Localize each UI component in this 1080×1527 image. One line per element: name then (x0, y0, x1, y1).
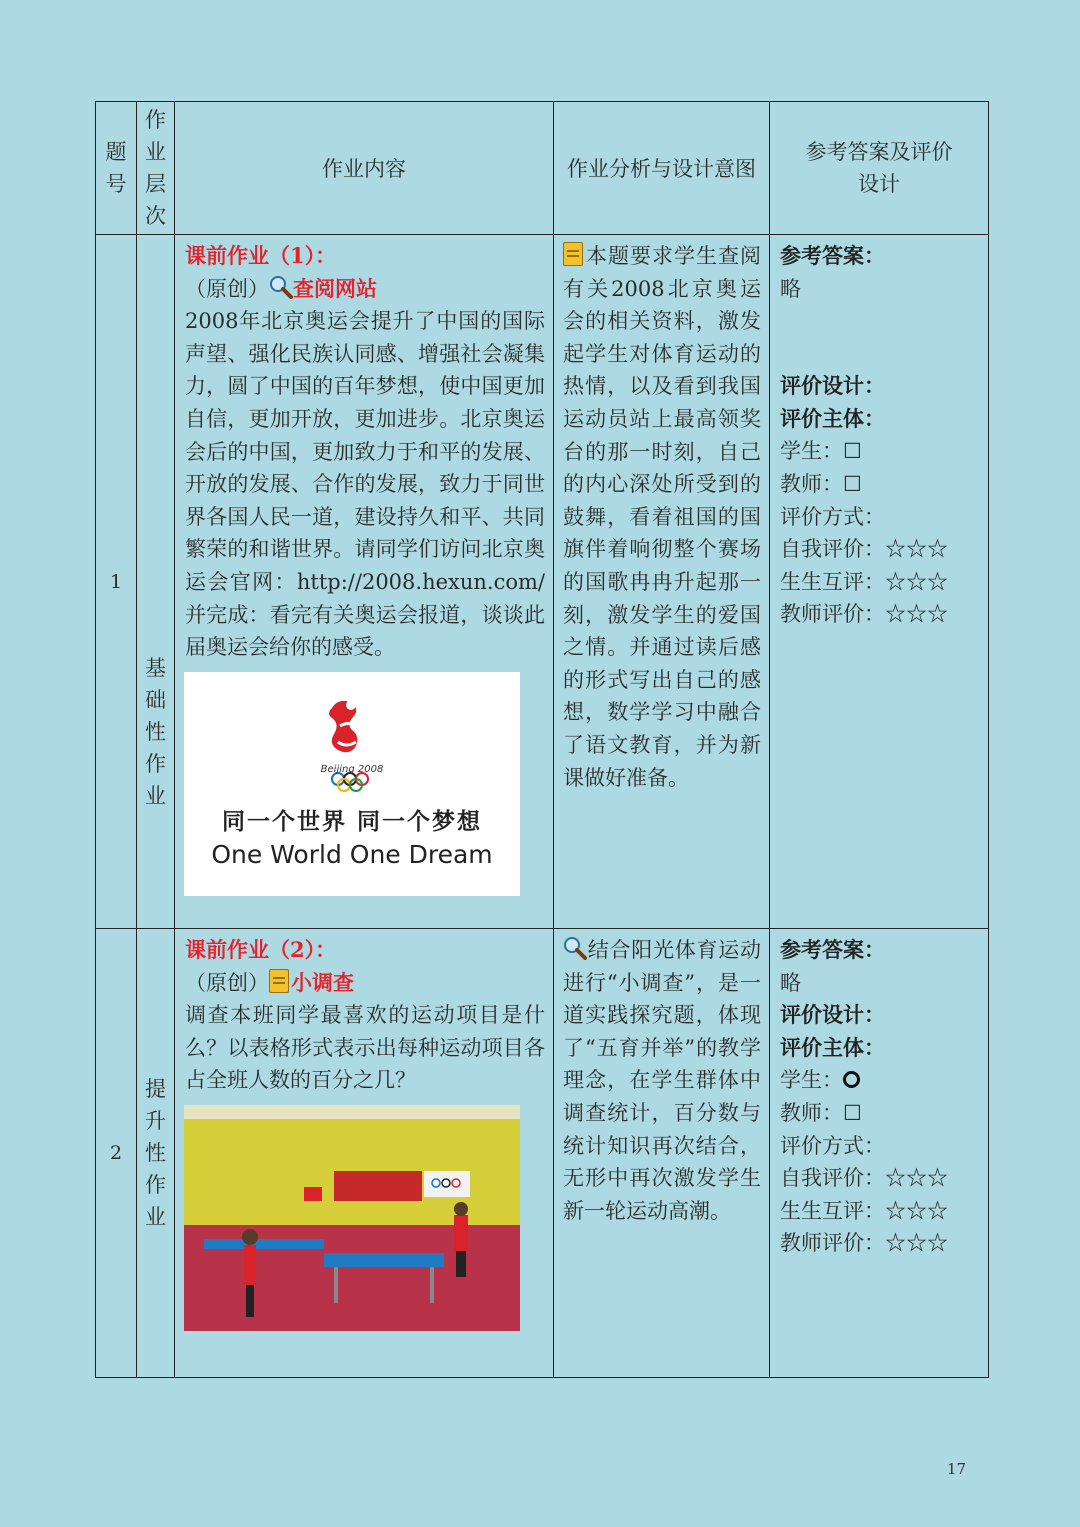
homework-table (95, 101, 989, 1378)
row-number: 2 (96, 929, 137, 1378)
origin-label: （原创） (185, 276, 269, 301)
eval-subject-label: 评价主体： (780, 405, 885, 431)
answer-value: 略 (780, 276, 801, 301)
row-number: 1 (96, 235, 137, 929)
answer-cell (770, 929, 989, 1378)
homework-title: 课前作业（1）： (185, 243, 337, 268)
homework-title: 课前作业（2）： (185, 937, 337, 962)
analysis-text: 本题要求学生查阅有关2008北京奥运会的相关资料，激发起学生对体育运动的热情，以及看到我国运动员站上最高领奖台的那一时刻，自己的内心深处所受到的鼓舞，看着祖国的国旗伴着响彻整个赛场的国歌冉冉升起那一刻，激发学生的爱国之情。并通过读后感的形式写出自己的感想，数学学习中融合了语文教育，并为新课做好准备。 (563, 244, 761, 790)
table-header-row (96, 102, 989, 235)
answer-label: 参考答案： (780, 243, 885, 268)
header-level: 作业层次 (137, 102, 175, 235)
eval-teacher-rating: 教师评价：☆☆☆ (780, 1231, 948, 1256)
answer-value: 略 (780, 970, 801, 995)
eval-design-label: 评价设计： (780, 373, 885, 399)
analysis-cell (554, 929, 770, 1378)
slogan-english: One World One Dream (211, 839, 493, 869)
eval-peer: 生生互评：☆☆☆ (780, 569, 948, 594)
answer-cell (770, 235, 989, 929)
magnifier-icon (563, 936, 587, 960)
eval-subject-label: 评价主体： (780, 1034, 885, 1060)
eval-student: 学生： (780, 1064, 980, 1097)
content-cell (175, 929, 554, 1378)
table-row (96, 929, 989, 1378)
notebook-icon (563, 242, 583, 266)
eval-student: 学生：☐ (780, 439, 862, 464)
analysis-cell (554, 235, 770, 929)
content-cell (175, 235, 554, 929)
eval-teacher: 教师：☐ (780, 471, 862, 496)
eval-teacher: 教师：☐ (780, 1100, 862, 1125)
header-answer: 参考答案及评价设计 (770, 102, 989, 235)
homework-body: 2008年北京奥运会提升了中国的国际声望、强化民族认同感、增强社会凝集力，圆了中国的百年梦想，使中国更加自信，更加开放，更加进步。北京奥运会后的中国，更加致力于和平的发展、开放的发展、合作的发展，致力于同世界各国人民一道，建设持久和平、共同繁荣的和谐世界。请同学们访问北京奥运会官网：http://2008.hexun.com/ 并完成：看完有关奥运会报道，谈谈此届奥运会给你的感受。 (185, 309, 545, 660)
eval-teacher-rating: 教师评价：☆☆☆ (780, 602, 948, 627)
eval-design-label: 评价设计： (780, 1002, 885, 1028)
row-level: 基础性作业 (137, 235, 175, 929)
table-tennis-photo (184, 1105, 520, 1331)
homework-body: 调查本班同学最喜欢的运动项目是什么？以表格形式表示出每种运动项目各占全班人数的百分之几？ (185, 1003, 545, 1093)
selected-circle-icon (843, 1071, 860, 1088)
eval-self: 自我评价：☆☆☆ (780, 537, 948, 562)
answer-label: 参考答案： (780, 937, 885, 962)
notebook-icon (269, 969, 289, 993)
table-row (96, 235, 989, 929)
header-num: 题号 (96, 102, 137, 235)
magnifier-icon (269, 275, 293, 299)
header-content: 作业内容 (175, 102, 554, 235)
origin-label: （原创） (185, 970, 269, 995)
eval-method-label: 评价方式： (780, 1133, 885, 1158)
homework-tag: 小调查 (291, 969, 354, 995)
analysis-text: 结合阳光体育运动进行“小调查”，是一道实践探究题，体现了“五育并举”的教学理念，在学生群体中调查统计，百分数与统计知识再次结合，无形中再次激发学生新一轮运动高潮。 (563, 938, 761, 1223)
slogan-chinese: 同一个世界 同一个梦想 (221, 807, 482, 835)
row-level: 提升性作业 (137, 929, 175, 1378)
eval-peer: 生生互评：☆☆☆ (780, 1198, 948, 1223)
olympic-slogan-image (184, 672, 520, 896)
eval-self: 自我评价：☆☆☆ (780, 1166, 948, 1191)
logo-text: Beijing 2008 (320, 763, 384, 775)
homework-tag: 查阅网站 (293, 275, 377, 301)
header-analysis: 作业分析与设计意图 (554, 102, 770, 235)
eval-method-label: 评价方式： (780, 504, 885, 529)
page-number: 17 (947, 1460, 967, 1478)
